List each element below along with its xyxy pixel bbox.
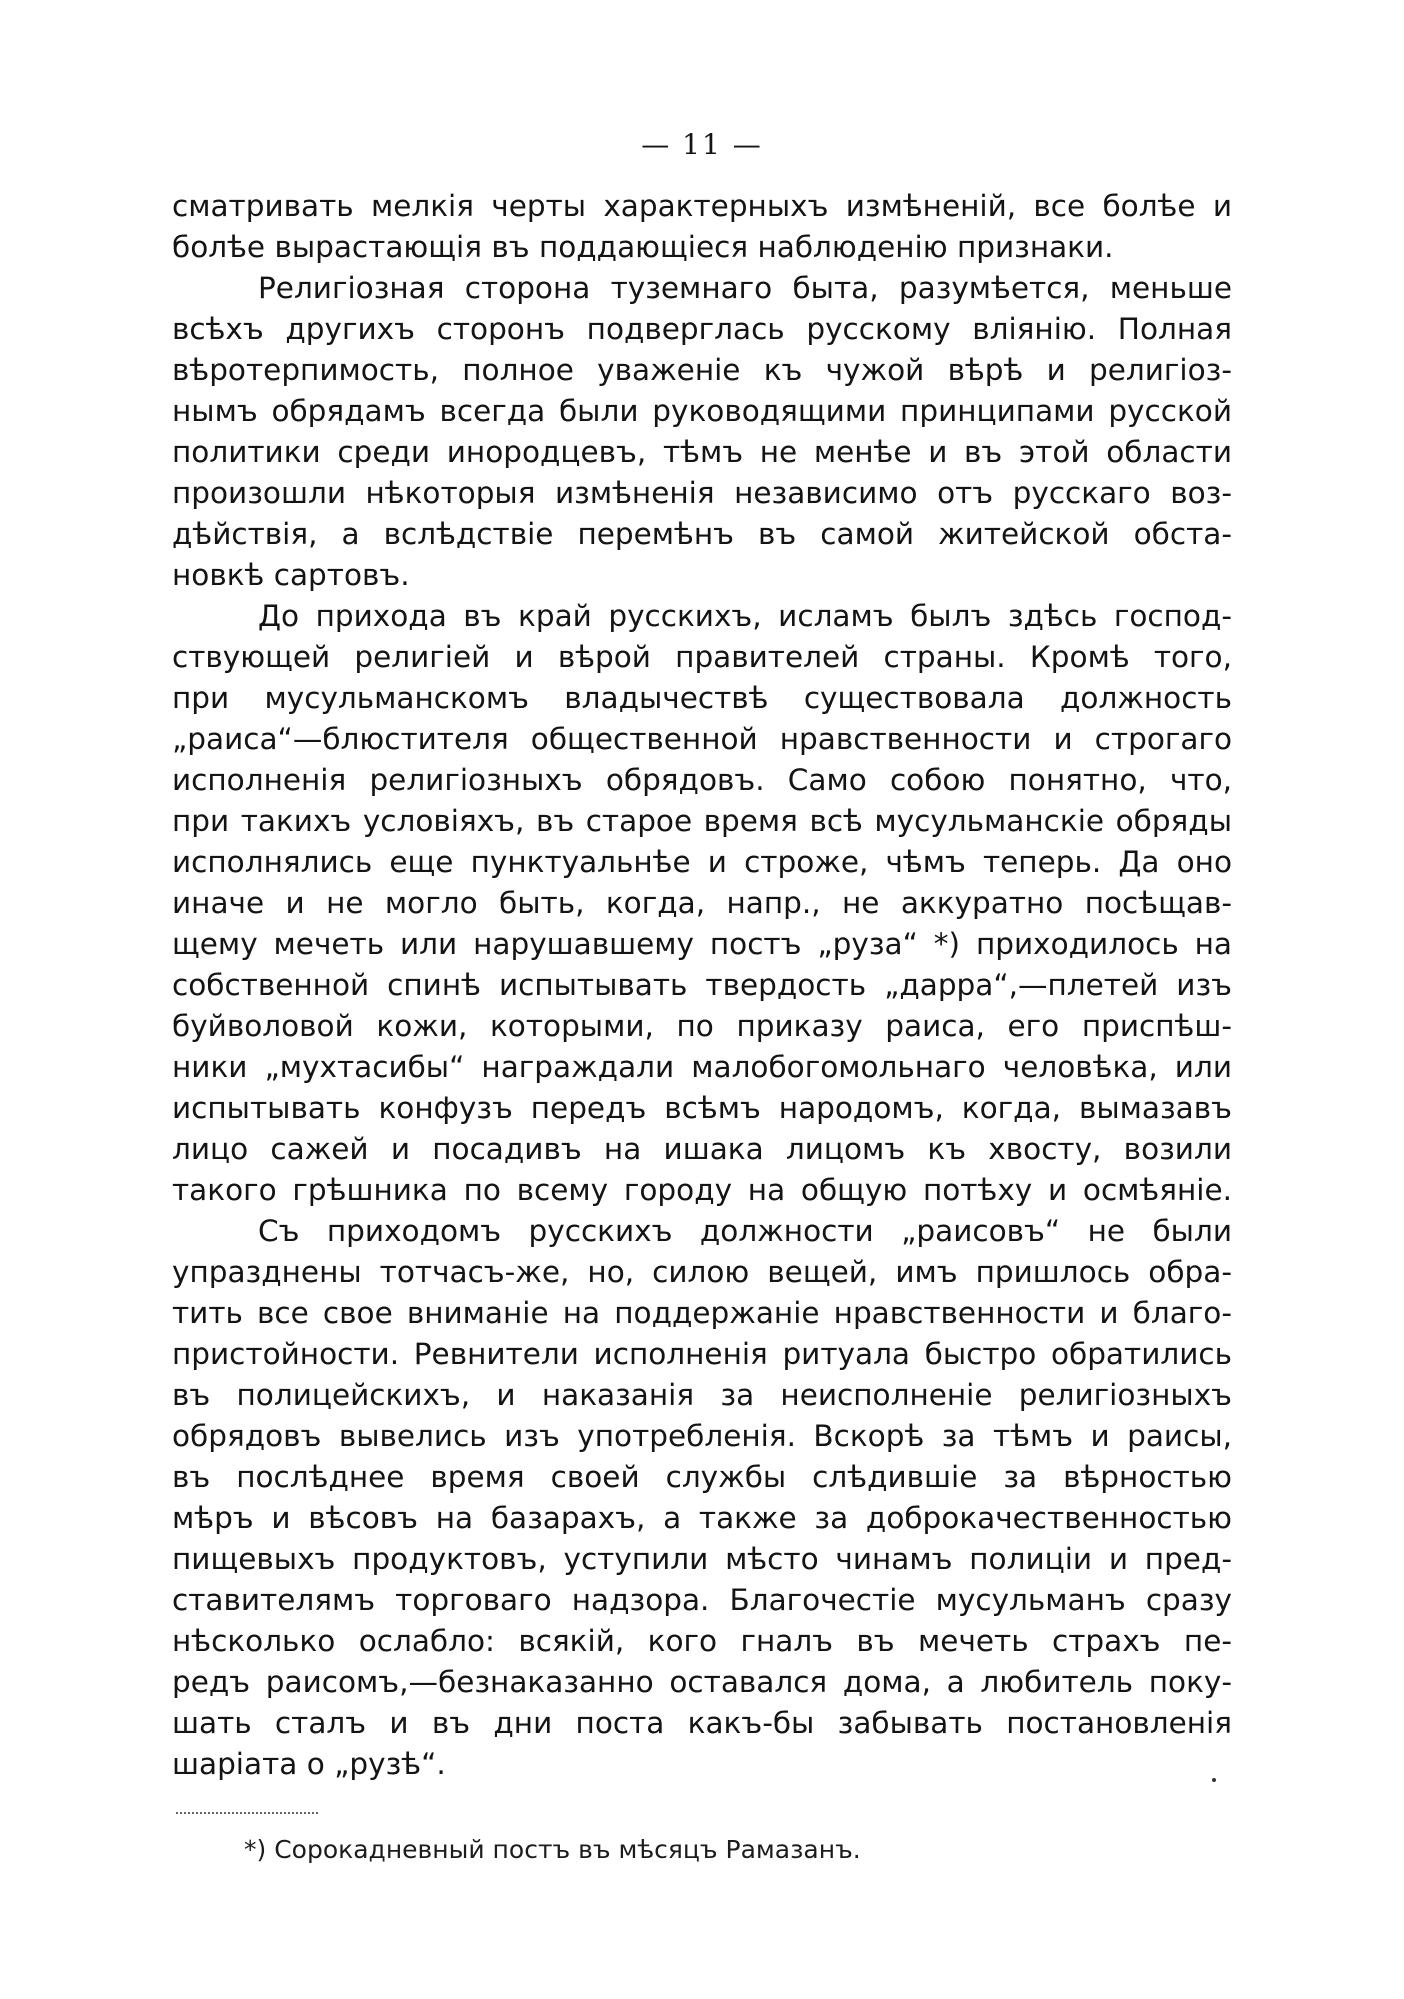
text-line: шать сталъ и въ дни поста какъ-бы забывать постановленія (172, 1706, 1232, 1740)
text-line: сматривать мелкія черты характерныхъ измѣненій, все болѣе и (172, 189, 1232, 223)
page-number: — 11 — (641, 128, 763, 161)
text-line: Съ приходомъ русскихъ должности „раисовъ“ не были (258, 1214, 1232, 1248)
text-line: собственной спинѣ испытывать твердость „дарра“,—плетей изъ (172, 968, 1232, 1002)
footnote-separator (176, 1812, 318, 1814)
text-line: произошли нѣкоторыя измѣненія независимо отъ русскаго воз- (172, 476, 1232, 510)
text-line: всѣхъ другихъ сторонъ подверглась русскому вліянію. Полная (172, 312, 1232, 346)
text-line: въ послѣднее время своей службы слѣдившіе за вѣрностью (172, 1460, 1232, 1494)
text-line: иначе и не могло быть, когда, напр., не аккуратно посѣщав- (172, 886, 1232, 920)
body-text (172, 186, 1232, 1785)
text-line: такого грѣшника по всему городу на общую потѣху и осмѣяніе. (172, 1173, 1232, 1207)
text-line: нѣсколько ослабло: всякій, кого гналъ въ мечеть страхъ пе- (172, 1624, 1232, 1658)
text-line: исполнялись еще пунктуальнѣе и строже, чѣмъ теперь. Да оно (172, 845, 1232, 879)
text-line: упразднены тотчасъ-же, но, силою вещей, имъ пришлось обра- (172, 1255, 1232, 1289)
text-line: пищевыхъ продуктовъ, уступили мѣсто чинамъ полиціи и пред- (172, 1542, 1232, 1576)
text-line: дѣйствія, а вслѣдствіе перемѣнъ въ самой житейской обста- (172, 517, 1232, 551)
text-line: тить все свое вниманіе на поддержаніе нравственности и благо- (172, 1296, 1232, 1330)
text-line: редъ раисомъ,—безнаказанно оставался дома, а любитель поку- (172, 1665, 1232, 1699)
text-line: Религіозная сторона туземнаго быта, разумѣется, меньше (258, 271, 1232, 305)
text-line: вѣротерпимость, полное уваженіе къ чужой вѣрѣ и религіоз- (172, 353, 1232, 387)
text-line: политики среди инородцевъ, тѣмъ не менѣе и въ этой области (172, 435, 1232, 469)
text-line: мѣръ и вѣсовъ на базарахъ, а также за доброкачественностью (172, 1501, 1232, 1535)
text-line: нымъ обрядамъ всегда были руководящими принципами русской (172, 394, 1232, 428)
text-line: пристойности. Ревнители исполненія ритуала быстро обратились (172, 1337, 1232, 1371)
text-line: при мусульманскомъ владычествѣ существовала должность (172, 681, 1232, 715)
text-line: при такихъ условіяхъ, въ старое время всѣ мусульманскіе обряды (172, 804, 1232, 838)
text-line: щему мечеть или нарушавшему постъ „руза“ *) приходилось на (172, 927, 1232, 961)
text-line: буйволовой кожи, которыми, по приказу раиса, его приспѣш- (172, 1009, 1232, 1043)
footnote: *) Сорокадневный постъ въ мѣсяцъ Рамазанъ. (244, 1835, 861, 1864)
text-line: новкѣ сартовъ. (172, 558, 410, 592)
text-line: „раиса“—блюстителя общественной нравственности и строгаго (172, 722, 1232, 756)
text-line: ники „мухтасибы“ награждали малобогомольнаго человѣка, или (172, 1050, 1232, 1084)
text-line: обрядовъ вывелись изъ употребленія. Вскорѣ за тѣмъ и раисы, (172, 1419, 1232, 1453)
margin-dot (1212, 1778, 1216, 1782)
text-line: болѣе вырастающія въ поддающіеся наблюденію признаки. (172, 230, 1114, 264)
text-line: лицо сажей и посадивъ на ишака лицомъ къ хвосту, возили (172, 1132, 1232, 1166)
text-line: испытывать конфузъ передъ всѣмъ народомъ, когда, вымазавъ (172, 1091, 1232, 1125)
text-line: шаріата о „рузѣ“. (172, 1747, 446, 1781)
text-line: ствующей религіей и вѣрой правителей страны. Кромѣ того, (172, 640, 1232, 674)
text-line: въ полицейскихъ, и наказанія за неисполненіе религіозныхъ (172, 1378, 1232, 1412)
text-line: ставителямъ торговаго надзора. Благочестіе мусульманъ сразу (172, 1583, 1232, 1617)
text-line: До прихода въ край русскихъ, исламъ былъ здѣсь господ- (258, 599, 1232, 633)
text-line: исполненія религіозныхъ обрядовъ. Само собою понятно, что, (172, 763, 1232, 797)
